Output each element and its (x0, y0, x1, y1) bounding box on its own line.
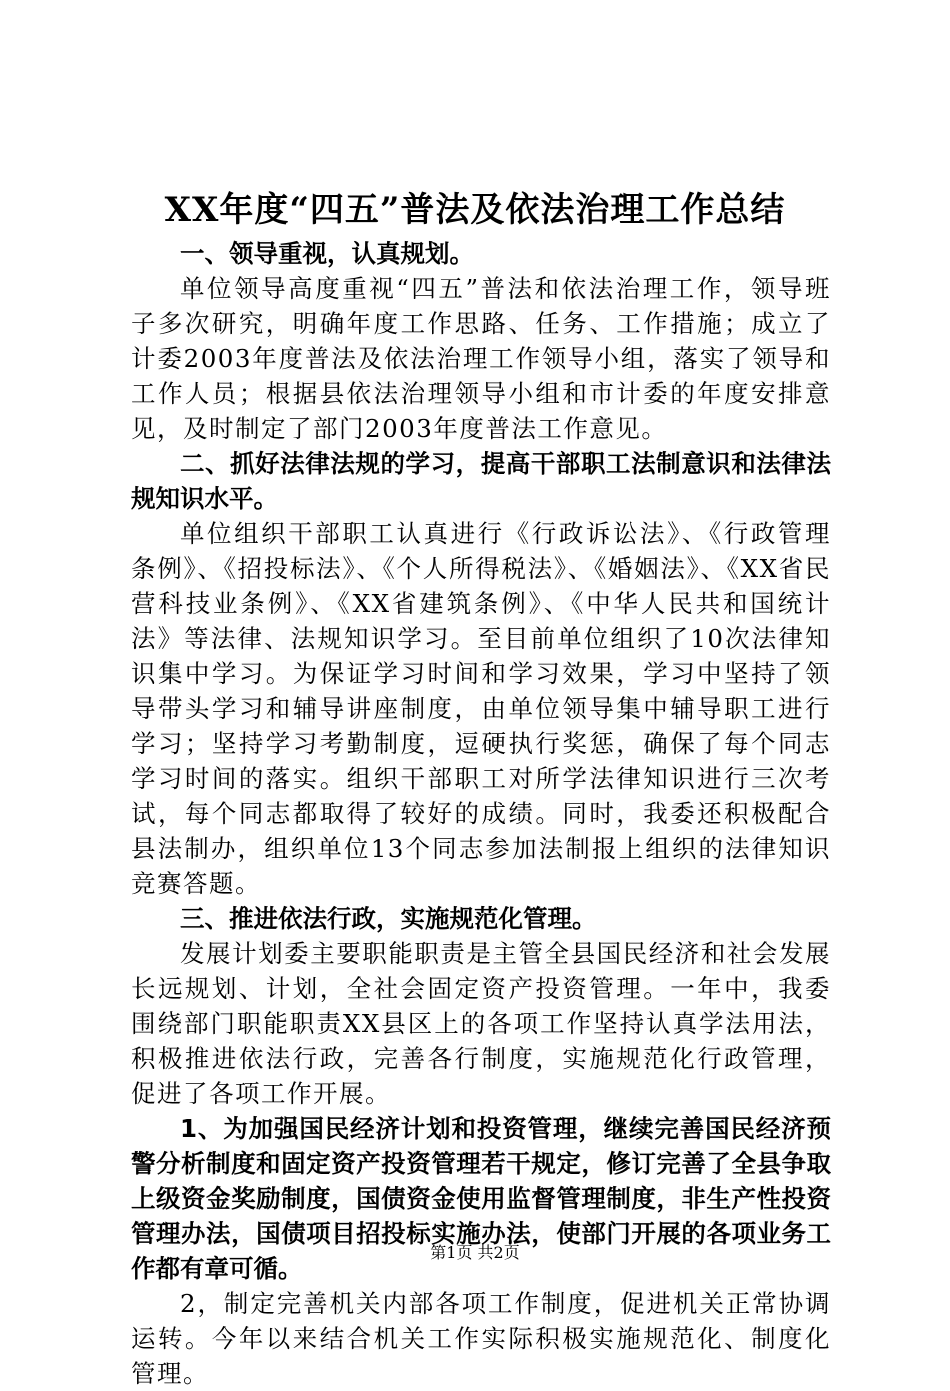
page-number-footer: 第1页 共2页 (430, 1243, 520, 1262)
section-heading-2: 二、抓好法律法规的学习，提高干部职工法制意识和法律法规知识水平。 (131, 449, 831, 513)
body-paragraph-3: 发展计划委主要职能职责是主管全县国民经济和社会发展长远规划、计划，全社会固定资产投资管理。一年中，我委围绕部门职能职责XX县区上的各项工作坚持认真学法用法，积极推进依法行政，完善各行制度，实施规范化行政管理，促进了各项工作开展。 (131, 939, 831, 1108)
document-title: XX年度“四五”普法及依法治理工作总结 (164, 190, 786, 230)
document-body (131, 236, 831, 1391)
body-paragraph-1: 单位领导高度重视“四五”普法和依法治理工作，领导班子多次研究，明确年度工作思路、任务、工作措施；成立了计委2003年度普法及依法治理工作领导小组，落实了领导和工作人员；根据县依法治理领导小组和市计委的年度安排意见，及时制定了部门2003年度普法工作意见。 (131, 274, 831, 443)
body-paragraph-2: 单位组织干部职工认真进行《行政诉讼法》、《行政管理条例》、《招投标法》、《个人所得税法》、《婚姻法》、《XX省民营科技业条例》、《XX省建筑条例》、《中华人民共和国统计法》等法律、法规知识学习。至目前单位组织了10次法律知识集中学习。为保证学习时间和学习效果，学习中坚持了领导带头学习和辅导讲座制度，由单位领导集中辅导职工进行学习；坚持学习考勤制度，逗硬执行奖惩，确保了每个同志学习时间的落实。组织干部职工对所学法律知识进行三次考试，每个同志都取得了较好的成绩。同时，我委还积极配合县法制办，组织单位13个同志参加法制报上组织的法律知识竞赛答题。 (131, 519, 831, 898)
section-heading-1: 一、领导重视，认真规划。 (180, 239, 474, 268)
section-heading-3: 三、推进依法行政，实施规范化管理。 (180, 904, 597, 933)
list-item-1: 1、为加强国民经济计划和投资管理，继续完善国民经济预警分析制度和固定资产投资管理若干规定，修订完善了全县争取上级资金奖励制度，国债资金使用监督管理制度，非生产性投资管理办法，国债项目招投标实施办法，使部门开展的各项业务工作都有章可循。 (131, 1114, 831, 1283)
list-item-2: 2，制定完善机关内部各项工作制度，促进机关正常协调运转。今年以来结合机关工作实际积极实施规范化、制度化管理。 (131, 1289, 831, 1388)
